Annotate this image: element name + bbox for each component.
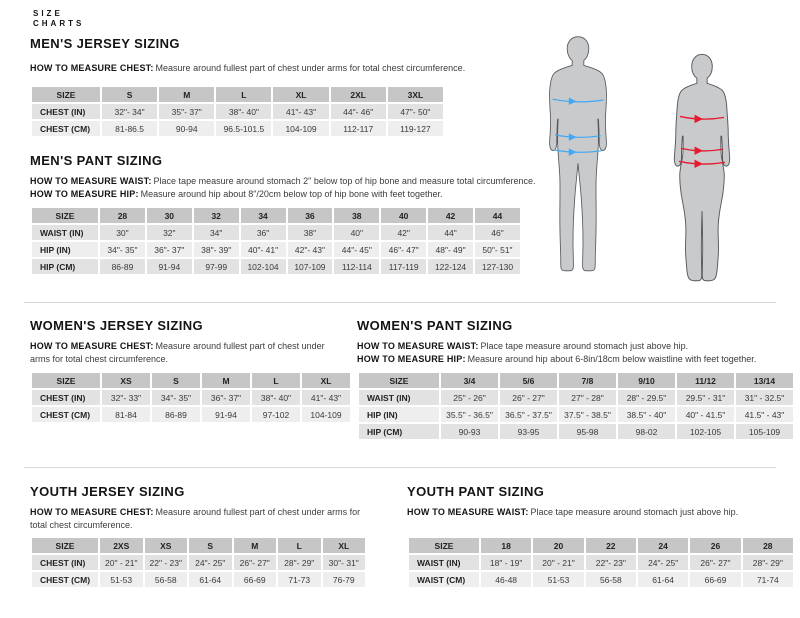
howto-text: Measure around fullest part of chest under arms for total chest circumference. [155,63,466,73]
table-cell: 41"- 43" [273,104,328,119]
table-cell: 36"- 37" [202,390,250,405]
column-header: XS [145,538,188,553]
howto-line [30,188,775,201]
table-cell: 44" [428,225,473,240]
row-label: CHEST (IN) [32,555,98,570]
table-cell: 24"- 25" [638,555,688,570]
column-header: 2XL [331,87,386,102]
table-cell: 31" - 32.5" [736,390,793,405]
column-header: XL [273,87,328,102]
table-cell: 117-119 [381,259,426,274]
table-cell: 98-02 [618,424,675,439]
column-header: XS [102,373,150,388]
howto-text: Measure around fullest part of chest under arms for total chest circumference. [30,341,325,364]
womens-jersey-howto [30,340,330,365]
column-header: 9/10 [618,373,675,388]
howto-label: HOW TO MEASURE HIP: [30,188,139,199]
row-label: WAIST (CM) [409,572,479,587]
column-header: 5/6 [500,373,557,388]
table-cell: 122-124 [428,259,473,274]
womens-jersey-sizing-table [30,371,352,424]
table-row [32,572,365,587]
table-cell: 34" [194,225,239,240]
howto-text: Place tape measure around stomach just above hip. [480,341,689,351]
table-cell: 119-127 [388,121,443,136]
table-cell: 34"- 35" [100,242,145,257]
table-cell: 28" - 29.5" [618,390,675,405]
mens-pant-sizing-table [30,206,522,276]
column-header: L [216,87,271,102]
table-cell: 51-53 [100,572,143,587]
howto-line [357,340,797,353]
table-cell: 35"- 37" [159,104,214,119]
table-row [359,407,793,422]
table-row [32,104,443,119]
column-header: 3XL [388,87,443,102]
table-cell: 104-109 [273,121,328,136]
size-corner-header: SIZE [409,538,479,553]
table-cell: 71-74 [743,572,793,587]
table-row [32,225,520,240]
table-cell: 29.5" - 31" [677,390,734,405]
table-cell: 81-86.5 [102,121,157,136]
column-header: XL [302,373,350,388]
table-cell: 36" [241,225,286,240]
howto-text: Measure around hip about 8"/20cm below top of hip bone with feet together. [140,188,443,199]
table-cell: 26" - 27" [500,390,557,405]
womens-pant-howto [357,340,797,365]
howto-line [30,175,775,188]
table-cell: 91-94 [147,259,192,274]
table-cell: 102-105 [677,424,734,439]
table-cell: 104-109 [302,407,350,422]
table-cell: 41"- 43" [302,390,350,405]
howto-label: HOW TO MEASURE WAIST: [407,507,529,517]
table-cell: 66-69 [234,572,277,587]
table-cell: 93-95 [500,424,557,439]
table-row [409,572,793,587]
table-cell: 50"- 51" [475,242,520,257]
womens-pant-title: WOMEN'S PANT SIZING [357,318,513,333]
column-header: L [252,373,300,388]
table-cell: 91-94 [202,407,250,422]
table-cell: 112-114 [334,259,379,274]
section-divider [24,302,776,303]
column-header: 26 [690,538,740,553]
howto-text: Measure around fullest part of chest under arms for total chest circumference. [30,507,361,530]
table-cell: 76-79 [323,572,366,587]
brand-line-1: SIZE [33,9,63,18]
table-cell: 25" - 26" [441,390,498,405]
table-cell: 20" - 21" [100,555,143,570]
column-header: 34 [241,208,286,223]
brand-line-2: CHARTS [33,19,85,28]
table-cell: 46" [475,225,520,240]
howto-text: Place tape measure around stomach 2" below top of hip bone and measure total circumference. [153,176,536,186]
column-header: 20 [533,538,583,553]
table-row [32,407,350,422]
table-cell: 26"- 27" [234,555,277,570]
table-cell: 18" - 19" [481,555,531,570]
column-header: 28 [100,208,145,223]
column-header: 18 [481,538,531,553]
column-header: 32 [194,208,239,223]
column-header: 24 [638,538,688,553]
brand-size-charts-label [33,9,84,29]
row-label: CHEST (CM) [32,407,100,422]
womens-jersey-title: WOMEN'S JERSEY SIZING [30,318,204,333]
mens-pant-howto [30,175,775,200]
column-header: 28 [743,538,793,553]
howto-label: HOW TO MEASURE HIP: [357,353,466,364]
table-cell: 44"- 46" [331,104,386,119]
column-header: 40 [381,208,426,223]
table-cell: 48"- 49" [428,242,473,257]
row-label: HIP (CM) [32,259,98,274]
male-body-silhouette [550,37,607,271]
female-figure [672,52,732,284]
column-header: 3/4 [441,373,498,388]
table-cell: 112-117 [331,121,386,136]
size-corner-header: SIZE [359,373,439,388]
table-cell: 97-99 [194,259,239,274]
table-cell: 30" [100,225,145,240]
table-cell: 97-102 [252,407,300,422]
table-cell: 36.5" - 37.5" [500,407,557,422]
table-cell: 96.5-101.5 [216,121,271,136]
table-row [32,121,443,136]
column-header: S [189,538,232,553]
table-row [32,390,350,405]
table-cell: 61-64 [638,572,688,587]
table-cell: 38.5" - 40" [618,407,675,422]
table-cell: 44"- 45" [334,242,379,257]
howto-text: Measure around hip about 6-8in/18cm below waistline with feet together. [467,353,757,364]
table-cell: 61-64 [189,572,232,587]
table-cell: 86-89 [100,259,145,274]
row-label: WAIST (IN) [359,390,439,405]
table-row [409,555,793,570]
table-row [32,555,365,570]
column-header: M [202,373,250,388]
table-cell: 40" [334,225,379,240]
howto-text: Place tape measure around stomach just above hip. [530,507,739,517]
column-header: 30 [147,208,192,223]
size-corner-header: SIZE [32,538,98,553]
howto-label: HOW TO MEASURE CHEST: [30,507,154,517]
youth-pant-sizing-table [407,536,795,589]
table-cell: 102-104 [241,259,286,274]
table-row [359,390,793,405]
table-cell: 30"- 31" [323,555,366,570]
mens-jersey-title: MEN'S JERSEY SIZING [30,36,180,51]
youth-jersey-sizing-table [30,536,367,589]
size-corner-header: SIZE [32,87,100,102]
table-cell: 38"- 40" [252,390,300,405]
table-cell: 90-93 [441,424,498,439]
table-cell: 95-98 [559,424,616,439]
table-cell: 38"- 39" [194,242,239,257]
column-header: XL [323,538,366,553]
table-cell: 32"- 33" [102,390,150,405]
table-cell: 47"- 50" [388,104,443,119]
table-cell: 20" - 21" [533,555,583,570]
row-label: WAIST (IN) [409,555,479,570]
column-header: M [234,538,277,553]
youth-pant-howto [407,506,795,519]
howto-line [357,353,797,366]
row-label: HIP (IN) [359,407,439,422]
table-cell: 42"- 43" [288,242,333,257]
row-label: HIP (IN) [32,242,98,257]
mens-jersey-howto [30,62,775,75]
howto-label: HOW TO MEASURE WAIST: [357,341,479,351]
table-cell: 51-53 [533,572,583,587]
column-header: 42 [428,208,473,223]
column-header: S [102,87,157,102]
row-label: CHEST (IN) [32,390,100,405]
youth-jersey-title: YOUTH JERSEY SIZING [30,484,185,499]
table-cell: 66-69 [690,572,740,587]
table-cell: 32" [147,225,192,240]
column-header: S [152,373,200,388]
table-cell: 24"- 25" [189,555,232,570]
table-cell: 38" [288,225,333,240]
column-header: 2XS [100,538,143,553]
table-cell: 37.5" - 38.5" [559,407,616,422]
column-header: M [159,87,214,102]
table-cell: 90-94 [159,121,214,136]
youth-pant-title: YOUTH PANT SIZING [407,484,545,499]
table-cell: 22" - 23" [145,555,188,570]
female-body-silhouette [674,54,729,280]
column-header: L [278,538,321,553]
row-label: CHEST (CM) [32,121,100,136]
howto-label: HOW TO MEASURE WAIST: [30,176,152,186]
table-cell: 34"- 35" [152,390,200,405]
table-cell: 41.5" - 43" [736,407,793,422]
size-corner-header: SIZE [32,208,98,223]
womens-pant-sizing-table [357,371,795,441]
table-cell: 35.5" - 36.5" [441,407,498,422]
table-cell: 38"- 40" [216,104,271,119]
table-cell: 56-58 [145,572,188,587]
row-label: HIP (CM) [359,424,439,439]
mens-pant-title: MEN'S PANT SIZING [30,153,163,168]
row-label: CHEST (IN) [32,104,100,119]
table-cell: 28"- 29" [743,555,793,570]
table-cell: 81-84 [102,407,150,422]
table-cell: 27" - 28" [559,390,616,405]
row-label: CHEST (CM) [32,572,98,587]
table-row [32,242,520,257]
table-cell: 28"- 29" [278,555,321,570]
table-cell: 46"- 47" [381,242,426,257]
row-label: WAIST (IN) [32,225,98,240]
howto-label: HOW TO MEASURE CHEST: [30,63,154,73]
column-header: 44 [475,208,520,223]
table-cell: 42" [381,225,426,240]
table-cell: 71-73 [278,572,321,587]
table-cell: 22"- 23" [586,555,636,570]
column-header: 36 [288,208,333,223]
howto-label: HOW TO MEASURE CHEST: [30,341,154,351]
column-header: 7/8 [559,373,616,388]
table-cell: 40" - 41.5" [677,407,734,422]
size-corner-header: SIZE [32,373,100,388]
table-cell: 46-48 [481,572,531,587]
section-divider [24,467,776,468]
male-figure [543,34,613,286]
table-cell: 105-109 [736,424,793,439]
table-cell: 86-89 [152,407,200,422]
table-cell: 40"- 41" [241,242,286,257]
table-cell: 36"- 37" [147,242,192,257]
table-cell: 127-130 [475,259,520,274]
column-header: 38 [334,208,379,223]
column-header: 13/14 [736,373,793,388]
mens-jersey-sizing-table [30,85,445,138]
table-cell: 107-109 [288,259,333,274]
column-header: 11/12 [677,373,734,388]
table-row [359,424,793,439]
table-cell: 26"- 27" [690,555,740,570]
column-header: 22 [586,538,636,553]
youth-jersey-howto [30,506,365,531]
table-row [32,259,520,274]
table-cell: 32"- 34" [102,104,157,119]
table-cell: 56-58 [586,572,636,587]
